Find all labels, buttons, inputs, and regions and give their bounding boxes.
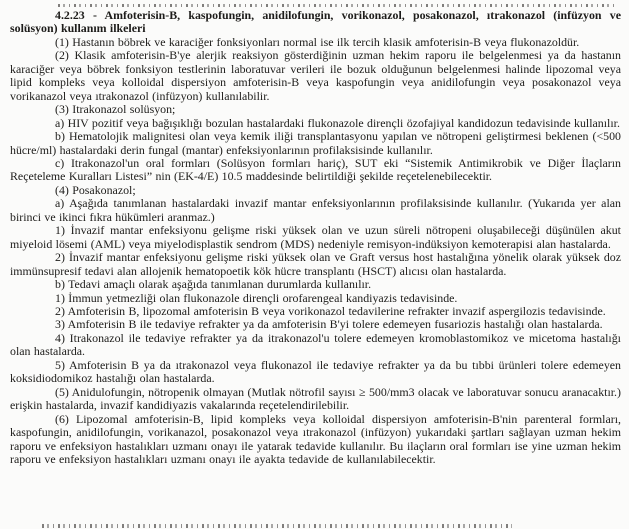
doc-paragraph: a) Aşağıda tanımlanan hastalardaki invazif mantar enfeksiyonlarının profilaksisinde kullanılır. (Yukarıda yer alan birinci ve ikinci fıkra hükümleri aranmaz.) — [10, 196, 621, 224]
doc-paragraph: (2) Klasik amfoterisin-B'ye alerjik reaksiyon gösterdiğinin uzman hekim raporu ile belgelenmesi ya da hastanın karaciğer veya böbrek fonksiyon testlerinin laboratuvar verileri ile bozuk olduğunun belgelenmesi halinde lipozomal veya lipid kompleks veya kolloidal dispersiyon amfoterisin-B veya kaspofungin veya anidilofungin veya posakonazol veya vorikanazol veya ıtrakonazol (infüzyon) kullanılabilir. — [10, 48, 621, 103]
doc-paragraph: b) Tedavi amaçlı olarak aşağıda tanımlanan durumlarda kullanılır. — [55, 277, 372, 292]
doc-paragraph: b) Hematolojik malignitesi olan veya kemik iliği transplantasyonu yapılan ve nötropeni geliştirmesi beklenen (<500 hücre/ml) hastalardaki derin fungal (mantar) enfeksiyonlarının profilaksisinde kullanılır. — [10, 129, 621, 157]
doc-paragraph: 1) İmmun yetmezliği olan flukonazole dirençli orofarengeal kandiyazis tedavisinde. — [55, 290, 458, 305]
doc-paragraph: (4) Posakonazol; — [55, 182, 136, 197]
clipped-text-line-top — [58, 4, 614, 7]
section-heading: 4.2.23 - Amfoterisin-B, kaspofungin, anidilofungin, vorikonazol, posakonazol, ıtrakonazol (infüzyon ve solüsyon) kullanım ilkeleri — [10, 8, 621, 36]
doc-paragraph: 2) İnvazif mantar enfeksiyonu gelişme riski yüksek olan ve Graft versus host hastalığına yönelik olarak yüksek doz immünsupresif tedavi alan allojenik hematopoetik kök hücre transplantı (HSCT) alıcısı olan hastalarda. — [10, 250, 621, 278]
doc-paragraph: 1) İnvazif mantar enfeksiyonu gelişme riski yüksek olan ve uzun süreli nötropeni oluşabileceği düşünülen akut miyeloid lösemi (AML) veya miyelodisplastik sendrom (MDS) nedeniyle remisyon-indüksiyon kemoterapisi alan hastalarda. — [10, 223, 621, 251]
doc-paragraph: 4) Itrakonazol ile tedaviye refrakter ya da itrakonazol'u tolere edemeyen kromoblastomikoz ve micetoma hastalığı olan hastalarda. — [10, 330, 621, 359]
doc-paragraph: (6) Lipozomal amfoterisin-B, lipid kompleks veya kolloidal dispersiyon amfoterisin-B'nin parenteral formları, kaspofungin, anidilofungin, vorikanazol, posakonazol veya ıtrakonazol (infüzyon) yukarıdaki şartları sağlayan uzman hekim raporu ve enfeksiyon hastalıkları uzmanı onayı ile yatarak tedavide kullanılır. Bu ilaçların oral formları ise yine uzman hekim raporu ve enfeksiyon hastalıkları uzmanı onayı ile ayakta tedavide de kullanılabilecektir. — [10, 411, 621, 466]
doc-paragraph: a) HIV pozitif veya bağışıklığı bozulan hastalardaki flukonazole dirençli özofajiyal kandidozun tedavisinde kullanılır. — [55, 115, 620, 130]
doc-paragraph: (3) Itrakonazol solüsyon; — [55, 102, 176, 117]
doc-paragraph: c) Itrakonazol'un oral formları (Solüsyon formları hariç), SUT eki “Sistemik Antimikrobik ve Diğer İlaçların Reçeteleme Kuralları Listesi” nin (EK-4/E) 10.5 maddesinde belirtildiği şekilde reçetelenebilecektir. — [10, 155, 621, 184]
doc-paragraph: (5) Anidulofungin, nötropenik olmayan (Mutlak nötrofil sayısı ≥ 500/mm3 olacak ve laboratuvar sonucu aranacaktır.) erişkin hastalarda, invazif kandidiyazis vakalarında reçetelendirilebilir. — [10, 384, 621, 413]
clipped-text-line-bottom — [42, 524, 512, 528]
doc-paragraph: 5) Amfoterisin B ya da ıtrakonazol veya flukonazol ile tedaviye refrakter ya da bu tıbbi ürünleri tolere edemeyen koksidiodomikoz hastalığı olan hastalarda. — [10, 357, 621, 386]
doc-paragraph: 2) Amfoterisin B, lipozomal amfoterisin B veya vorikonazol tedavilerine refrakter invazif aspergilozis tedavisinde. — [55, 303, 606, 318]
doc-paragraph: (1) Hastanın böbrek ve karaciğer fonksiyonları normal ise ilk tercih klasik amfoterisin-B veya flukonazoldür. — [55, 34, 580, 49]
doc-paragraph: 3) Amfoterisin B ile tedaviye refrakter ya da amfoterisin B'yi tolere edemeyen fusariozis hastalığı olan hastalarda. — [55, 317, 603, 332]
